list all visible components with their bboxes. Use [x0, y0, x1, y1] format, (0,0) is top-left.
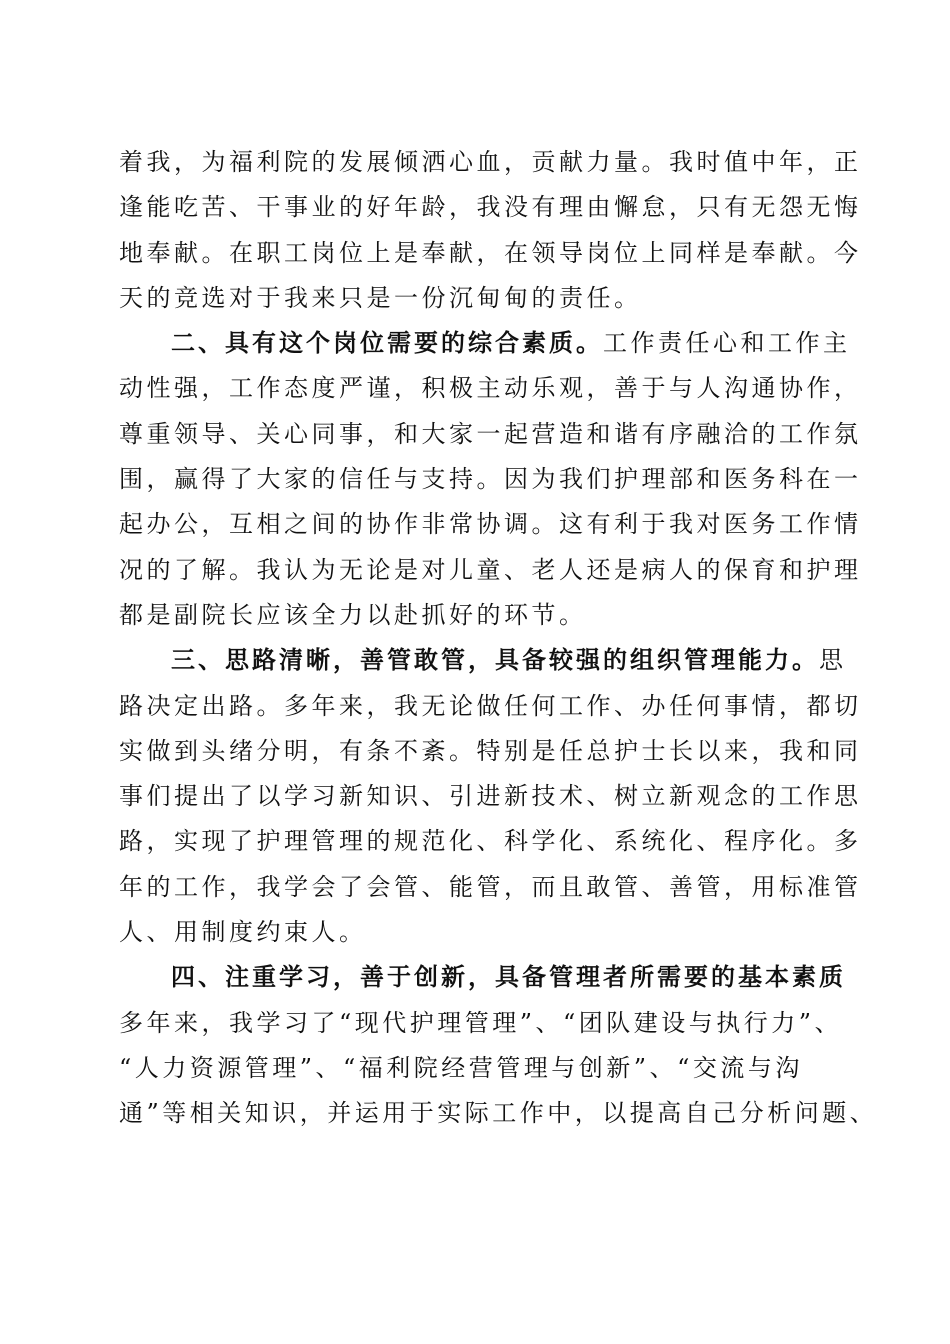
section-heading-4: 四、注重学习，善于创新，具备管理者所需要的基本素质	[171, 963, 846, 992]
text-line: 人、用制度约束人。	[119, 918, 367, 947]
paragraph-4	[119, 955, 878, 1136]
text-line: 地奉献。在职工岗位上是奉献，在领导岗位上同样是奉献。今	[119, 238, 862, 267]
text-line: 动性强，工作态度严谨，积极主动乐观，善于与人沟通协作，	[119, 374, 862, 403]
paragraph-first-line	[119, 321, 851, 366]
text-line: 实做到头绪分明，有条不紊。特别是任总护士长以来，我和同	[119, 736, 862, 765]
text-line: “人力资源管理”、“福利院经营管理与创新”、“交流与沟	[119, 1053, 803, 1082]
paragraph-2	[119, 321, 862, 638]
text-line: 多年来，我学习了“现代护理管理”、“团队建设与执行力”、	[119, 1008, 843, 1037]
paragraph-first-line	[119, 955, 846, 1000]
document-body	[119, 140, 878, 1137]
text-line: 路，实现了护理管理的规范化、科学化、系统化、程序化。多	[119, 827, 862, 856]
text-line: 尊重领导、关心同事，和大家一起营造和谐有序融洽的工作氛	[119, 419, 862, 448]
text-run: 工作责任心和工作主	[603, 329, 851, 358]
text-line: 年的工作，我学会了会管、能管，而且敢管、善管，用标准管	[119, 872, 862, 901]
text-line: 起办公，互相之间的协作非常协调。这有利于我对医务工作情	[119, 510, 862, 539]
text-run: 思	[819, 646, 847, 675]
text-line: 况的了解。我认为无论是对儿童、老人还是病人的保育和护理	[119, 555, 862, 584]
paragraph-1	[119, 140, 862, 321]
section-heading-2: 二、具有这个岗位需要的综合素质。	[171, 329, 603, 358]
text-line: 路决定出路。多年来，我无论做任何工作、办任何事情，都切	[119, 691, 862, 720]
text-line: 天的竞选对于我来只是一份沉甸甸的责任。	[119, 283, 642, 312]
text-line: 逢能吃苦、干事业的好年龄，我没有理由懈怠，只有无怨无悔	[119, 193, 862, 222]
text-line: 都是副院长应该全力以赴抓好的环节。	[119, 600, 587, 629]
text-line: 事们提出了以学习新知识、引进新技术、树立新观念的工作思	[119, 782, 862, 811]
section-heading-3: 三、思路清晰，善管敢管，具备较强的组织管理能力。	[171, 646, 819, 675]
paragraph-first-line	[119, 638, 847, 683]
paragraph-3	[119, 638, 862, 955]
text-line: 围，赢得了大家的信任与支持。因为我们护理部和医务科在一	[119, 465, 862, 494]
text-line: 通”等相关知识，并运用于实际工作中，以提高自己分析问题、	[119, 1099, 878, 1128]
text-line: 着我，为福利院的发展倾洒心血，贡献力量。我时值中年，正	[119, 148, 862, 176]
